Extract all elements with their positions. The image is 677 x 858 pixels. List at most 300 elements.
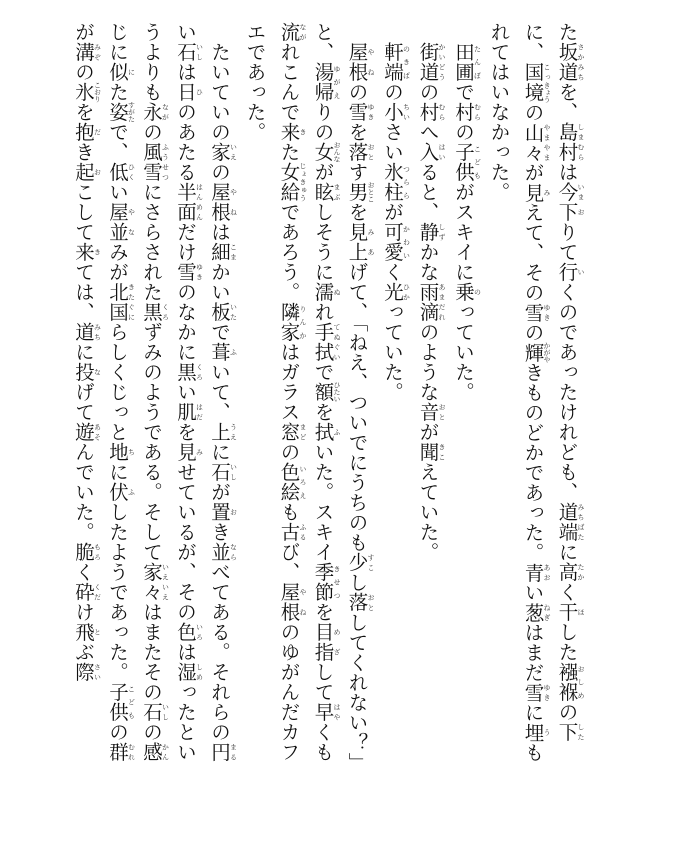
text-run: く [72, 562, 95, 582]
ruby-word [555, 602, 585, 622]
ruby-word [72, 422, 102, 442]
ruby-word [555, 202, 585, 222]
paragraph [238, 22, 376, 770]
ruby-base: 半面 [174, 182, 197, 222]
ruby-word [277, 582, 307, 622]
text-run: に [106, 462, 129, 482]
ruby-word [416, 141, 446, 162]
ruby-word [452, 41, 482, 82]
ruby-word [521, 602, 551, 623]
ruby-word [208, 141, 238, 162]
furigana: うえ [229, 421, 238, 442]
furigana: いま [577, 182, 585, 202]
ruby-word [345, 141, 375, 162]
ruby-base: 感 [140, 742, 163, 762]
furigana: ふ [229, 341, 238, 362]
furigana: くろ [195, 362, 204, 382]
ruby-base: 屋根 [345, 41, 369, 82]
ruby-word [140, 302, 170, 322]
ruby-word [72, 662, 102, 682]
text-run: を [311, 602, 335, 622]
ruby-base: 細 [208, 241, 231, 262]
furigana: くだ [93, 582, 102, 602]
ruby-word [106, 482, 136, 502]
ruby-word [311, 562, 341, 602]
furigana: はんめん [195, 182, 204, 222]
furigana: に [127, 62, 136, 82]
ruby-base: 見 [174, 442, 197, 462]
ruby-base: 来 [72, 242, 95, 262]
text-run: いた。スキイ [311, 442, 335, 562]
ruby-word [311, 622, 341, 662]
ruby-word [72, 42, 102, 62]
text-run: れ [311, 302, 335, 322]
text-run: に [521, 702, 545, 723]
ruby-word [277, 462, 307, 502]
furigana: しまむら [577, 122, 585, 162]
ruby-base: 高 [555, 562, 579, 582]
ruby-base: 坂道 [555, 42, 579, 82]
furigana: みぞ [93, 42, 102, 62]
text-run: き [208, 521, 231, 542]
ruby-word [277, 122, 307, 142]
ruby-word [106, 742, 136, 762]
vertical-text-body [66, 22, 585, 770]
text-run: はガラス [277, 342, 301, 422]
text-run: の [140, 722, 163, 742]
ruby-word [311, 322, 341, 362]
furigana: まる [229, 741, 238, 762]
ruby-word [140, 742, 170, 762]
ruby-base: 石 [140, 702, 163, 722]
text-run: を、 [555, 82, 579, 122]
ruby-base: 置 [208, 501, 231, 522]
ruby-base: 抱 [72, 122, 95, 142]
ruby-word [208, 421, 238, 442]
ruby-base: 女給 [277, 162, 301, 202]
ruby-base: 溝 [72, 42, 95, 62]
furigana: いえいえ [161, 562, 170, 602]
ruby-base: 可愛 [381, 221, 404, 262]
text-run: えて、その [521, 202, 545, 303]
ruby-word [555, 182, 585, 202]
text-run: く [555, 582, 579, 602]
furigana: いろえ [299, 462, 307, 502]
furigana: まど [299, 422, 307, 442]
ruby-base: 湯帰 [311, 62, 335, 102]
furigana: おんな [333, 141, 341, 163]
furigana: なら [229, 541, 238, 562]
ruby-word [381, 221, 411, 262]
furigana: こおり [93, 81, 102, 103]
furigana: みあ [367, 221, 375, 262]
ruby-word [555, 42, 585, 82]
furigana: ちい [402, 101, 411, 122]
ruby-base: 静 [416, 221, 440, 242]
text-run: の [416, 81, 440, 102]
ruby-word [174, 42, 204, 62]
text-run: を [311, 402, 335, 422]
ruby-word [106, 682, 136, 722]
ruby-word [381, 41, 411, 82]
furigana: みち [93, 322, 102, 342]
text-run: しそうに [311, 202, 335, 282]
text-run: の [521, 102, 545, 123]
furigana: ふうせつ [161, 142, 170, 182]
ruby-word [416, 281, 446, 322]
ruby-word [174, 82, 204, 102]
ruby-base: 似 [106, 62, 129, 82]
ruby-base: 男 [345, 181, 369, 202]
furigana: ゆき [195, 262, 204, 282]
ruby-word [208, 181, 238, 222]
furigana: ふ [333, 422, 341, 442]
ruby-base: 家 [208, 141, 231, 162]
text-run: く [381, 261, 404, 282]
text-run: げて [72, 382, 95, 422]
furigana: めざ [333, 622, 341, 662]
furigana: き [299, 122, 307, 142]
ruby-word [311, 62, 341, 102]
ruby-base: 肌 [174, 402, 197, 422]
ruby-word [381, 101, 411, 122]
ruby-word [555, 562, 585, 582]
text-run: た [106, 82, 129, 102]
ruby-base: 円 [208, 741, 231, 762]
text-run: は [174, 62, 197, 82]
ruby-base: 屋根 [208, 181, 231, 222]
ruby-base: 古 [277, 522, 301, 542]
furigana: ぬ [333, 282, 341, 302]
ruby-base: 軒端 [381, 41, 404, 82]
furigana: かいどう [438, 41, 446, 82]
text-run: してくれない？」と、 [311, 22, 369, 762]
ruby-word [174, 182, 204, 222]
furigana: お [577, 202, 585, 222]
ruby-word [416, 101, 446, 122]
ruby-base: 落 [345, 141, 369, 162]
text-run: た [277, 142, 301, 162]
furigana: いた [229, 301, 238, 322]
ruby-word [208, 501, 238, 522]
text-run: のなかに [174, 282, 197, 362]
text-run: ては、 [72, 262, 95, 322]
ruby-word [452, 281, 482, 302]
ruby-base: 女 [311, 141, 335, 163]
ruby-base: 干 [555, 602, 579, 622]
text-run: で [311, 362, 335, 382]
ruby-base: 低 [106, 162, 129, 182]
ruby-base: 氷柱 [381, 161, 404, 202]
ruby-word [174, 442, 204, 462]
furigana: なが [161, 102, 170, 122]
ruby-base: 風雪 [140, 142, 163, 182]
ruby-word [106, 282, 136, 322]
furigana: まぶ [333, 182, 341, 202]
ruby-base: 色 [174, 622, 197, 642]
ruby-base: 葺 [208, 341, 231, 362]
text-run: け [72, 602, 95, 622]
text-run: い [174, 22, 197, 42]
text-run: もれてはいなかった。 [487, 22, 545, 763]
text-run: ると、 [416, 161, 440, 222]
ruby-word [208, 461, 238, 482]
furigana: やね [367, 41, 375, 82]
ruby-word [72, 242, 102, 262]
furigana: みちばた [577, 502, 585, 542]
text-run: たいていの [208, 41, 231, 142]
furigana: ゆがえ [333, 62, 341, 102]
ruby-word [106, 62, 136, 82]
text-run: の [381, 81, 404, 102]
text-run: び、 [277, 542, 301, 582]
furigana: ほ [577, 602, 585, 622]
ruby-base: 湿 [174, 662, 197, 682]
ruby-word [140, 562, 170, 602]
furigana: こっ [543, 62, 551, 82]
ruby-word [311, 702, 341, 722]
furigana: りんか [299, 302, 307, 342]
text-run: の [277, 442, 301, 462]
text-run: して [311, 662, 335, 702]
furigana: もろ [93, 542, 102, 562]
ruby-base: 道 [72, 322, 95, 342]
ruby-word [72, 122, 102, 142]
text-run: が [381, 201, 404, 222]
furigana: きこ [438, 441, 446, 462]
text-run: に、 [521, 22, 545, 62]
furigana: あまだれ [438, 281, 446, 322]
furigana: むれ [127, 742, 136, 762]
text-run: ぶ [72, 642, 95, 662]
ruby-word [555, 662, 585, 702]
text-run: が [521, 162, 545, 183]
text-run: げて、「ねえ、ついでにうちのも [345, 261, 369, 552]
text-run: の [72, 62, 95, 82]
ruby-base: 板 [208, 301, 231, 322]
ruby-base: 光 [381, 281, 404, 302]
ruby-word [521, 342, 551, 363]
furigana: だ [93, 122, 102, 142]
text-run: のあたる [174, 102, 197, 182]
ruby-word [208, 341, 238, 362]
text-run: れこんで [277, 42, 301, 122]
ruby-word [311, 381, 341, 403]
text-run: かい [208, 261, 231, 302]
ruby-base: 雪 [521, 682, 545, 703]
ruby-word [106, 101, 136, 123]
ruby-word [277, 302, 307, 342]
ruby-base: 葱 [521, 602, 545, 623]
text-run: の [521, 322, 545, 343]
text-run: の [106, 722, 129, 742]
ruby-word [311, 422, 341, 442]
furigana: はだ [195, 402, 204, 422]
text-run: じに [106, 22, 129, 62]
ruby-base: 砕 [72, 582, 95, 602]
ruby-base: 埋 [521, 722, 545, 743]
text-run: で [208, 321, 231, 342]
ruby-word [72, 582, 102, 602]
ruby-base: 黒 [174, 362, 197, 382]
ruby-word [555, 262, 585, 282]
paragraph [375, 22, 411, 770]
ruby-base: 聞 [416, 441, 440, 462]
ruby-base: 伏 [106, 482, 129, 502]
ruby-base: 国 [521, 62, 545, 82]
furigana: した [577, 722, 585, 742]
ruby-base: 濡 [311, 282, 335, 302]
text-run: っていた。 [381, 301, 404, 402]
ruby-base: 際 [72, 662, 95, 682]
paragraph [482, 22, 586, 770]
text-run: の [345, 81, 369, 102]
ruby-word [208, 241, 238, 262]
ruby-word [174, 622, 204, 642]
text-run: し [345, 571, 369, 592]
ruby-word [345, 591, 375, 612]
text-run: は [555, 162, 579, 182]
furigana: な [93, 362, 102, 382]
furigana: やね [299, 582, 307, 622]
ruby-word [345, 101, 375, 122]
ruby-base: 襁褓 [555, 662, 579, 702]
text-run: で [452, 81, 475, 102]
furigana: くろ [161, 302, 170, 322]
ruby-base: 流 [277, 22, 301, 42]
furigana: あお [543, 562, 551, 583]
text-run: にさらされた [140, 182, 163, 302]
ruby-word [521, 722, 551, 743]
ruby-base: 群 [106, 742, 129, 762]
furigana: ひく [127, 162, 136, 182]
ruby-base: 永 [140, 102, 163, 122]
furigana: ねぎ [543, 602, 551, 623]
text-run: はまだ [521, 622, 545, 683]
ruby-word [521, 62, 551, 82]
furigana: はい [438, 141, 446, 162]
furigana: ふる [299, 522, 307, 542]
ruby-word [311, 282, 341, 302]
text-run: のような [416, 321, 440, 402]
ruby-base: 窓 [277, 422, 301, 442]
text-run: したようであった。 [106, 502, 129, 682]
furigana: しず [438, 221, 446, 242]
text-run: で、 [106, 122, 129, 162]
text-run: に [208, 441, 231, 462]
furigana: お [93, 162, 102, 182]
furigana: こま [229, 241, 238, 262]
ruby-base: 青 [521, 562, 545, 583]
paragraph [446, 22, 482, 770]
ruby-base: 額 [311, 381, 335, 403]
ruby-word [277, 22, 307, 42]
ruby-base: 日 [174, 82, 197, 102]
text-run: を [345, 121, 369, 142]
ruby-word [452, 101, 482, 122]
ruby-base: 目指 [311, 622, 335, 662]
text-run: い [521, 582, 545, 603]
ruby-base: 見上 [345, 221, 369, 262]
ruby-base: 雪 [174, 262, 197, 282]
furigana: むら [438, 101, 446, 122]
text-run: さい [381, 121, 404, 162]
text-run: んでいた。 [72, 442, 95, 542]
text-run: えていた。 [416, 461, 440, 562]
ruby-word [72, 542, 102, 562]
text-run: っていた。 [452, 301, 475, 402]
text-run: のゆがんだカフエであった。 [243, 22, 301, 762]
ruby-base: 見 [521, 182, 545, 203]
ruby-base: 飛 [72, 622, 95, 642]
ruby-base: 雨滴 [416, 281, 440, 322]
furigana: ひたい [333, 381, 341, 403]
text-run: い [174, 382, 197, 402]
furigana: やな [127, 202, 136, 242]
ruby-word [381, 281, 411, 302]
furigana: なが [299, 22, 307, 42]
text-run: ったというよりも [140, 22, 197, 762]
furigana: おとこ [367, 181, 375, 202]
furigana: やまやま [543, 122, 551, 163]
furigana: き [93, 242, 102, 262]
ruby-word [452, 141, 482, 182]
ruby-base: 下 [555, 722, 579, 742]
text-run: の [208, 161, 231, 182]
ruby-word [521, 302, 551, 323]
ruby-base: 小 [381, 101, 404, 122]
ruby-base: 村 [416, 101, 440, 122]
ruby-base: 下 [555, 202, 579, 222]
ruby-word [345, 551, 375, 572]
ruby-word [208, 301, 238, 322]
ruby-word [140, 102, 170, 122]
ruby-word [521, 182, 551, 203]
ruby-word [555, 502, 585, 542]
ruby-base: 隣家 [277, 302, 301, 342]
furigana: いえ [229, 141, 238, 162]
text-run: は [174, 642, 197, 662]
ruby-word [521, 682, 551, 703]
furigana: ひ [195, 82, 204, 102]
furigana: う [543, 722, 551, 743]
text-run: だけ [174, 222, 197, 262]
furigana: すがた [127, 101, 136, 123]
ruby-base: 起 [72, 162, 95, 182]
furigana: おと [367, 141, 375, 162]
ruby-base: 黒 [140, 302, 163, 322]
ruby-word [106, 442, 136, 462]
ruby-base: 氷 [72, 81, 95, 103]
furigana: ち [127, 442, 136, 462]
text-run: いて、 [208, 361, 231, 422]
furigana: さい [93, 662, 102, 682]
ruby-base: 石 [174, 42, 197, 62]
paragraph [411, 22, 447, 770]
ruby-base: 眩 [311, 182, 335, 202]
ruby-word [311, 141, 341, 163]
text-run: かな [416, 241, 440, 282]
furigana: きせつ [333, 562, 341, 602]
furigana: おと [438, 401, 446, 422]
text-run: き [72, 142, 95, 162]
ruby-word [311, 182, 341, 202]
ruby-word [174, 402, 204, 422]
text-run: が [208, 481, 231, 502]
furigana: すこ [367, 551, 375, 572]
ruby-base: 行 [555, 262, 579, 282]
ruby-word [277, 422, 307, 442]
